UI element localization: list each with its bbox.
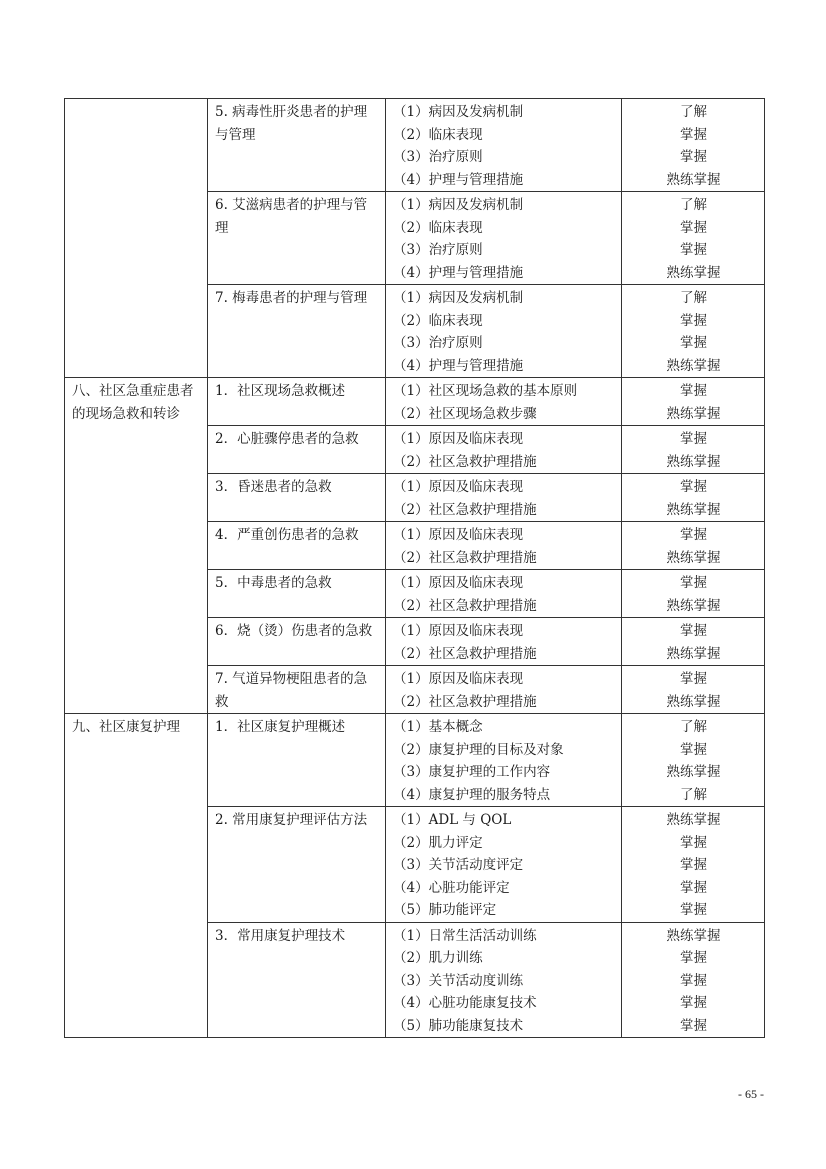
requirement-level: 熟练掌握 [666,405,721,422]
content-cell [386,807,622,923]
requirement-cell [622,426,765,474]
content-item: （3）治疗原则 [393,242,483,258]
content-item: （1）日常生活活动训练 [393,927,537,944]
requirement-cell [622,570,765,618]
content-item: （3）关节活动度评定 [393,857,524,873]
content-item: （3）治疗原则 [393,335,483,351]
content-item: （3）康复护理的工作内容 [393,764,551,780]
topic-cell: 6. 艾滋病患者的护理与管理 [208,192,386,285]
content-cell [386,666,622,714]
content-item: （1）原因及临床表现 [393,479,524,495]
requirement-level: 掌握 [680,431,707,447]
content-cell [386,378,622,426]
requirement-level: 熟练掌握 [666,549,721,566]
requirement-level: 熟练掌握 [666,927,721,944]
requirement-level: 掌握 [680,879,707,896]
topic-cell: 6．烧（烫）伤患者的急救 [208,618,386,666]
content-item: （5）肺功能康复技术 [393,1017,524,1034]
requirement-cell [622,807,765,923]
curriculum-table [64,98,765,1038]
content-cell [386,714,622,807]
requirement-level: 熟练掌握 [666,812,721,828]
requirement-level: 掌握 [680,312,707,329]
content-item: （5）肺功能评定 [393,902,497,918]
requirement-level: 熟练掌握 [666,453,721,470]
content-item: （1）社区现场急救的基本原则 [393,383,578,399]
requirement-level: 掌握 [680,671,707,687]
content-item: （2）社区急救护理措施 [393,645,537,662]
content-cell [386,474,622,522]
content-item: （4）心脏功能评定 [393,879,510,896]
requirement-level: 掌握 [680,995,707,1011]
requirement-level: 熟练掌握 [666,693,721,710]
topic-cell: 3．昏迷患者的急救 [208,474,386,522]
topic-cell: 5. 病毒性肝炎患者的护理与管理 [208,99,386,192]
table-body [65,99,765,1038]
content-item: （1）病因及发病机制 [393,104,524,120]
content-item: （1）病因及发病机制 [393,290,524,306]
content-item: （1）原因及临床表现 [393,623,524,639]
requirement-level: 熟练掌握 [666,357,721,374]
content-item: （4）康复护理的服务特点 [393,786,551,803]
content-item: （4）护理与管理措施 [393,357,524,374]
requirement-level: 了解 [680,719,707,735]
table-row [65,99,765,192]
requirement-level: 掌握 [680,219,707,236]
requirement-level: 掌握 [680,623,707,639]
requirement-level: 熟练掌握 [666,645,721,662]
page-number: - 65 - [738,1087,764,1101]
content-item: （1）原因及临床表现 [393,527,524,543]
content-item: （2）社区急救护理措施 [393,597,537,614]
content-item: （1）基本概念 [393,719,483,735]
requirement-cell [622,618,765,666]
requirement-level: 了解 [680,197,707,213]
content-item: （2）肌力评定 [393,834,483,851]
requirement-level: 熟练掌握 [666,501,721,518]
requirement-level: 掌握 [680,902,707,918]
content-item: （3）治疗原则 [393,149,483,165]
content-item: （2）肌力训练 [393,950,483,966]
requirement-level: 掌握 [680,741,707,758]
content-cell [386,922,622,1038]
content-item: （1）原因及临床表现 [393,575,524,591]
requirement-level: 熟练掌握 [666,597,721,614]
table-row [65,378,765,426]
content-item: （2）社区急救护理措施 [393,453,537,470]
requirement-level: 掌握 [680,335,707,351]
requirement-level: 掌握 [680,857,707,873]
content-cell [386,99,622,192]
content-item: （1）病因及发病机制 [393,197,524,213]
requirement-cell [622,285,765,378]
content-cell [386,192,622,285]
requirement-cell [622,666,765,714]
content-cell [386,426,622,474]
requirement-level: 掌握 [680,834,707,851]
table-row [65,714,765,807]
topic-cell: 2．心脏骤停患者的急救 [208,426,386,474]
content-item: （4）护理与管理措施 [393,171,524,188]
content-cell [386,618,622,666]
topic-cell: 7. 梅毒患者的护理与管理 [208,285,386,378]
requirement-cell [622,378,765,426]
requirement-level: 掌握 [680,149,707,165]
requirement-level: 掌握 [680,575,707,591]
requirement-level: 掌握 [680,972,707,989]
requirement-cell [622,99,765,192]
requirement-level: 掌握 [680,126,707,143]
unit-cell: 八、社区急重症患者的现场急救和转诊 [65,378,208,714]
content-item: （1）ADL 与 QOL [393,812,512,828]
content-item: （2）康复护理的目标及对象 [393,741,564,758]
requirement-level: 掌握 [680,1017,707,1034]
content-item: （2）社区急救护理措施 [393,549,537,566]
requirement-cell [622,922,765,1038]
requirement-level: 掌握 [680,479,707,495]
topic-cell: 3．常用康复护理技术 [208,922,386,1038]
content-cell [386,522,622,570]
requirement-level: 熟练掌握 [666,764,721,780]
requirement-cell [622,522,765,570]
content-item: （2）临床表现 [393,312,483,329]
content-cell [386,285,622,378]
content-item: （2）社区急救护理措施 [393,501,537,518]
requirement-level: 熟练掌握 [666,171,721,188]
requirement-cell [622,474,765,522]
requirement-level: 掌握 [680,950,707,966]
content-item: （3）关节活动度训练 [393,972,524,989]
content-item: （2）社区急救护理措施 [393,693,537,710]
content-item: （4）心脏功能康复技术 [393,995,537,1011]
topic-cell: 1．社区康复护理概述 [208,714,386,807]
content-item: （2）社区现场急救步骤 [393,405,537,422]
unit-cell: 九、社区康复护理 [65,714,208,1038]
content-item: （1）原因及临床表现 [393,671,524,687]
topic-cell: 2. 常用康复护理评估方法 [208,807,386,923]
requirement-level: 掌握 [680,527,707,543]
topic-cell: 1．社区现场急救概述 [208,378,386,426]
topic-cell: 4．严重创伤患者的急救 [208,522,386,570]
requirement-level: 掌握 [680,242,707,258]
content-item: （2）临床表现 [393,126,483,143]
requirement-level: 了解 [680,786,707,803]
requirement-level: 熟练掌握 [666,264,721,281]
requirement-cell [622,714,765,807]
content-cell [386,570,622,618]
content-item: （2）临床表现 [393,219,483,236]
requirement-cell [622,192,765,285]
content-item: （1）原因及临床表现 [393,431,524,447]
unit-cell [65,99,208,378]
requirement-level: 掌握 [680,383,707,399]
topic-cell: 7. 气道异物梗阻患者的急救 [208,666,386,714]
topic-cell: 5．中毒患者的急救 [208,570,386,618]
requirement-level: 了解 [680,104,707,120]
content-item: （4）护理与管理措施 [393,264,524,281]
requirement-level: 了解 [680,290,707,306]
